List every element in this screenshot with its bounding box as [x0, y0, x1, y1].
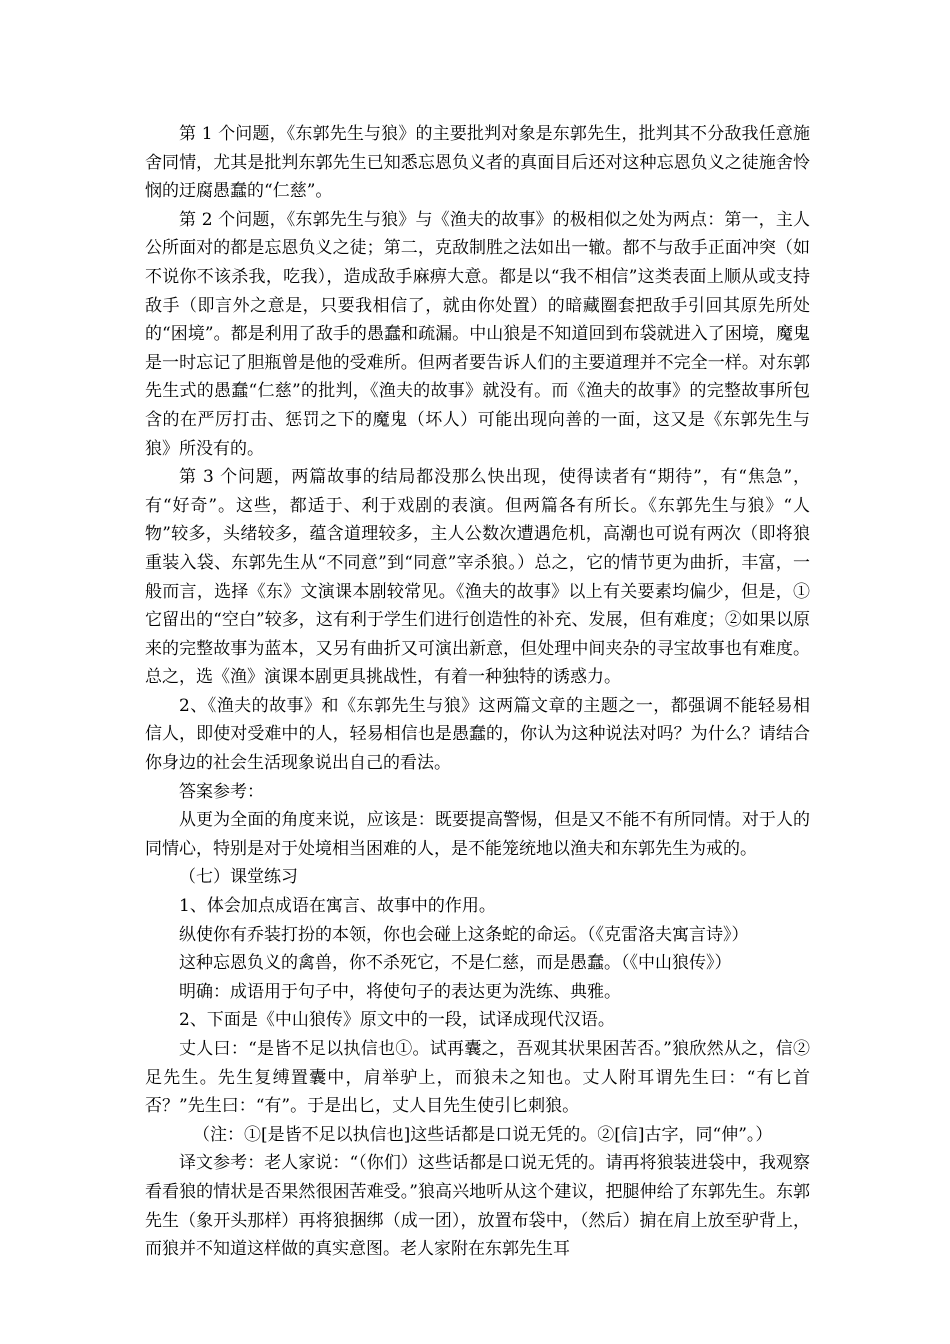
- paragraph-answer-3: 第 3 个问题，两篇故事的结局都没那么快出现，使得读者有“期待”，有“焦急”，有“好奇”。这些，都适于、利于戏剧的表演。但两篇各有所长。《东郭先生与狼》“人物”较多，头绪较多，蕴含道理较多，主人公数次遭遇危机，高潮也可说有两次（即将狼重装入袋、东郭先生从“不同意”到“同意”宰杀狼。）总之，它的情节更为曲折，丰富，一般而言，选择《东》文演课本剧较常见。《渔夫的故事》以上有关要素均偏少，但是，①它留出的“空白”较多，这有利于学生们进行创造性的补充、发展，但有难度；②如果以原来的完整故事为蓝本，又另有曲折又可演出新意，但处理中间夹杂的寻宝故事也有难度。总之，选《渔》演课本剧更具挑战性，有着一种独特的诱惑力。: [145, 467, 810, 688]
- paragraph-annotation: （注：①[是皆不足以执信也]这些话都是口说无凭的。②[信]古字，同“伸”。）: [193, 1124, 773, 1145]
- paragraph-exercise-2: 2、下面是《中山狼传》原文中的一段，试译成现代汉语。: [179, 1010, 615, 1031]
- paragraph-answer-2: 第 2 个问题，《东郭先生与狼》与《渔夫的故事》的极相似之处为两点：第一，主人公所面对的都是忘恩负义之徒；第二，克敌制胜之法如出一辙。都不与敌手正面冲突（如不说你不该杀我，吃我），造成敌手麻痹大意。都是以“我不相信”这类表面上顺从或支持敌手（即言外之意是，只要我相信了，就由你处置）的暗藏圈套把敌手引回其原先所处的“困境”。都是利用了敌手的愚蠢和疏漏。中山狼是不知道回到布袋就进入了困境，魔鬼是一时忘记了胆瓶曾是他的受难所。但两者要告诉人们的主要道理并不完全一样。对东郭先生式的愚蠢“仁慈”的批判，《渔夫的故事》就没有。而《渔夫的故事》的完整故事所包含的在严厉打击、惩罚之下的魔鬼（坏人）可能出现向善的一面，这又是《东郭先生与狼》所没有的。: [145, 209, 810, 459]
- paragraph-exercise-1: 1、体会加点成语在寓言、故事中的作用。: [179, 896, 496, 917]
- paragraph-classical-text: 丈人曰：“是皆不足以执信也①。试再囊之，吾观其状果困苦否。”狼欣然从之，信②足先生。先生复缚置囊中，肩举驴上，而狼未之知也。丈人附耳谓先生曰：“有匕首否？”先生曰：“有”。于是出匕，丈人目先生使引匕刺狼。: [145, 1039, 810, 1117]
- paragraph-answer-reference: 从更为全面的角度来说，应该是：既要提高警惕，但是又不能不有所同情。对于人的同情心，特别是对于处境相当困难的人，是不能笼统地以渔夫和东郭先生为戒的。: [145, 810, 810, 859]
- paragraph-translation: 译文参考：老人家说：“（你们）这些话都是口说无凭的。请再将狼装进袋中，我观察看看狼的情状是否果然很困苦难受。”狼高兴地听从这个建议，把腿伸给了东郭先生。东郭先生（象开头那样）再将狼捆绑（成一团），放置布袋中，（然后）掮在肩上放至驴背上，而狼并不知道这样做的真实意图。老人家附在东郭先生耳: [145, 1153, 810, 1260]
- paragraph-example-2: 这种忘恩负义的禽兽，你不杀死它，不是仁慈，而是愚蠢。（《中山狼传》）: [179, 953, 732, 974]
- section-heading-classroom-exercise: （七）课堂练习: [179, 867, 298, 888]
- paragraph-example-1: 纵使你有乔装打扮的本领，你也会碰上这条蛇的命运。（《克雷洛夫寓言诗》）: [179, 924, 749, 945]
- paragraph-answer-reference-label: 答案参考：: [179, 781, 264, 802]
- paragraph-answer-1: 第 1 个问题，《东郭先生与狼》的主要批判对象是东郭先生，批判其不分敌我任意施舍同情，尤其是批判东郭先生已知悉忘恩负义者的真面目后还对这种忘恩负义之徒施舍怜悯的迂腐愚蠢的“仁慈”。: [145, 124, 810, 202]
- document-page: [145, 120, 810, 1264]
- paragraph-question-2: 2、《渔夫的故事》和《东郭先生与狼》这两篇文章的主题之一，都强调不能轻易相信人，即使对受难中的人，轻易相信也是愚蠢的，你认为这种说法对吗？为什么？请结合你身边的社会生活现象说出自己的看法。: [145, 695, 810, 774]
- paragraph-clarification: 明确：成语用于句子中，将使句子的表达更为洗练、典雅。: [179, 981, 621, 1002]
